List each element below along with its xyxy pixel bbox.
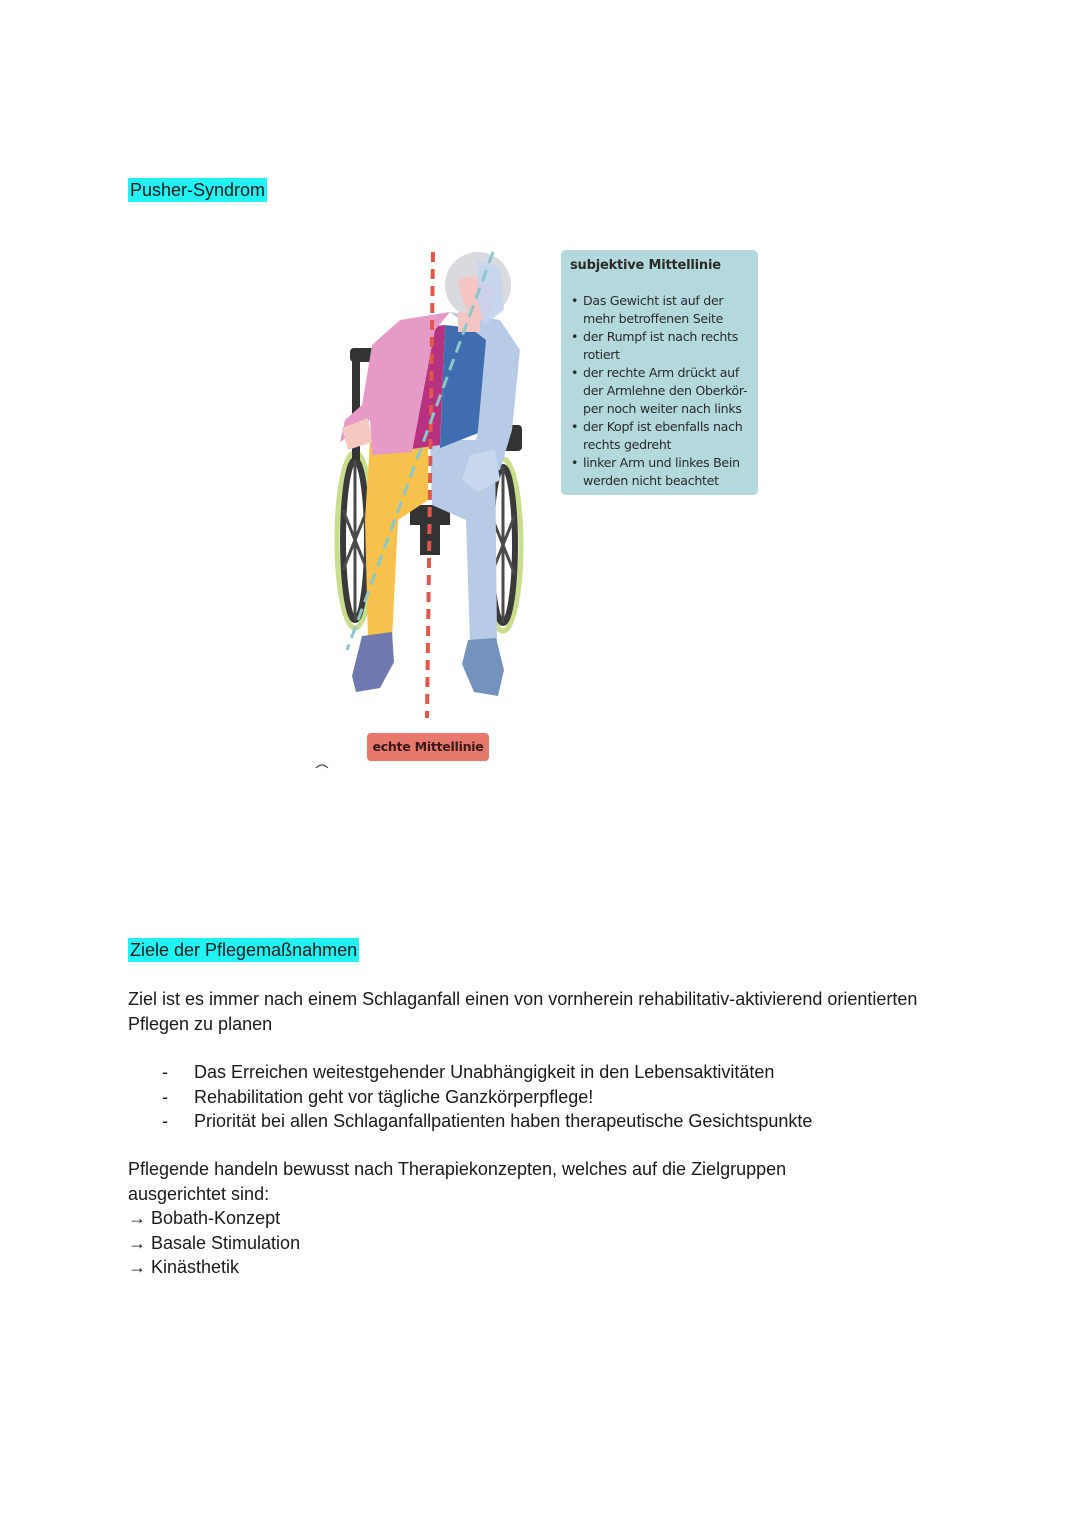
list-item: • linker Arm und linkes Bein werden nicht beachtet: [570, 454, 750, 490]
heading-pusher-syndrom: Pusher-Syndrom: [130, 180, 266, 200]
ziele-bullet-list: [158, 1060, 812, 1134]
subjective-midline-box: [561, 250, 758, 495]
list-item: • der Rumpf ist nach rechts rotiert: [570, 328, 750, 364]
konzepte-list: [128, 1206, 300, 1280]
subjective-midline-list: [570, 292, 750, 490]
list-item: - Das Erreichen weitestgehender Unabhängigkeit in den Lebensaktivitäten: [158, 1060, 812, 1085]
true-midline-label: echte Mittellinie: [367, 733, 489, 761]
subjective-midline-title: subjektive Mittellinie: [570, 258, 721, 273]
list-item: • der rechte Arm drückt auf der Armlehne den Oberkör-per noch weiter nach links: [570, 364, 750, 418]
heading-ziele: Ziele der Pflegemaßnahmen: [130, 940, 358, 960]
list-item: - Rehabilitation geht vor tägliche Ganzkörperpflege!: [158, 1085, 812, 1110]
list-item: → Kinästhetik: [128, 1257, 240, 1277]
list-item: • der Kopf ist ebenfalls nach rechts gedreht: [570, 418, 750, 454]
list-item: → Basale Stimulation: [128, 1232, 301, 1253]
list-item: • Das Gewicht ist auf der mehr betroffenen Seite: [570, 292, 750, 328]
list-item: - Priorität bei allen Schlaganfallpatienten haben therapeutische Gesichtspunkte: [158, 1109, 812, 1134]
ziele-intro: Ziel ist es immer nach einem Schlaganfall einen von vornherein rehabilitativ-aktivierend orientierten Pflegen zu planen: [128, 989, 918, 1034]
konzepte-intro: Pflegende handeln bewusst nach Therapiekonzepten, welches auf die Zielgruppen ausgerichtet sind:: [128, 1159, 787, 1204]
list-item: → Bobath-Konzept: [128, 1208, 281, 1228]
